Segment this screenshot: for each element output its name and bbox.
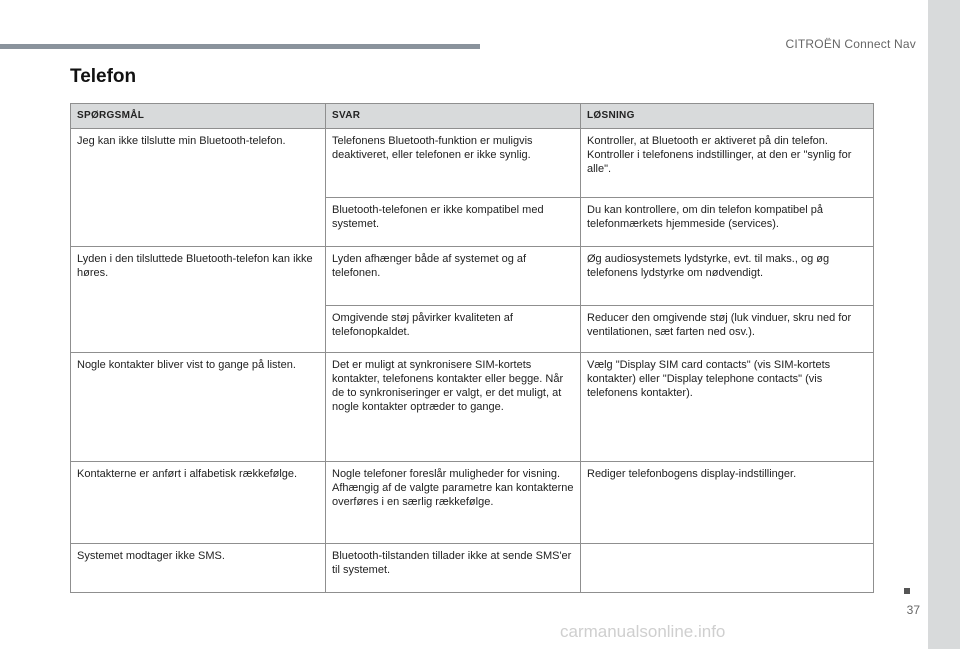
table-header-row [71,104,874,129]
page-margin-bar [928,0,960,649]
solution-cell: Reducer den omgivende støj (luk vinduer, skru ned for ventilationen, sæt farten ned osv.). [581,306,874,353]
question-cell: Nogle kontakter bliver vist to gange på listen. [71,353,326,462]
question-cell: Kontakterne er anført i alfabetisk rækkefølge. [71,462,326,544]
column-header-question: SPØRGSMÅL [71,104,326,129]
page-marker [904,588,910,594]
page-number: 37 [906,603,920,617]
table-row [71,353,874,462]
question-cell: Lyden i den tilsluttede Bluetooth-telefon kan ikke høres. [71,247,326,353]
answer-cell: Det er muligt at synkronisere SIM-kortets kontakter, telefonens kontakter eller begge. Når de to synkroniseringer er valgt, er det muligt, at nogle kontakter optræder to gange. [326,353,581,462]
brand-label: CITROËN Connect Nav [785,37,916,51]
column-header-solution: LØSNING [581,104,874,129]
solution-cell: Øg audiosystemets lydstyrke, evt. til maks., og øg telefonens lydstyrke om nødvendigt. [581,247,874,306]
solution-cell: Rediger telefonbogens display-indstillinger. [581,462,874,544]
table-row [71,462,874,544]
table-row [71,544,874,593]
solution-cell: Du kan kontrollere, om din telefon kompatibel på telefonmærkets hjemmeside (services). [581,198,874,247]
answer-cell: Bluetooth-tilstanden tillader ikke at sende SMS'er til systemet. [326,544,581,593]
solution-cell [581,544,874,593]
solution-cell: Kontroller, at Bluetooth er aktiveret på din telefon. Kontroller i telefonens indstillinger, at den er "synlig for alle". [581,129,874,198]
page-title: Telefon [70,66,137,87]
table-row [71,247,874,306]
answer-cell: Lyden afhænger både af systemet og af telefonen. [326,247,581,306]
question-cell: Jeg kan ikke tilslutte min Bluetooth-telefon. [71,129,326,247]
answer-cell: Bluetooth-telefonen er ikke kompatibel med systemet. [326,198,581,247]
table-row [71,129,874,198]
header-rule [0,44,480,49]
troubleshooting-table [70,103,874,593]
watermark-text: carmanualsonline.info [560,622,726,641]
answer-cell: Telefonens Bluetooth-funktion er muligvis deaktiveret, eller telefonen er ikke synlig. [326,129,581,198]
answer-cell: Omgivende støj påvirker kvaliteten af telefonopkaldet. [326,306,581,353]
question-cell: Systemet modtager ikke SMS. [71,544,326,593]
column-header-answer: SVAR [326,104,581,129]
solution-cell: Vælg "Display SIM card contacts" (vis SIM-kortets kontakter) eller "Display telephone contacts" (vis telefonens kontakter). [581,353,874,462]
answer-cell: Nogle telefoner foreslår muligheder for visning. Afhængig af de valgte parametre kan kontakterne overføres i en særlig rækkefølge. [326,462,581,544]
